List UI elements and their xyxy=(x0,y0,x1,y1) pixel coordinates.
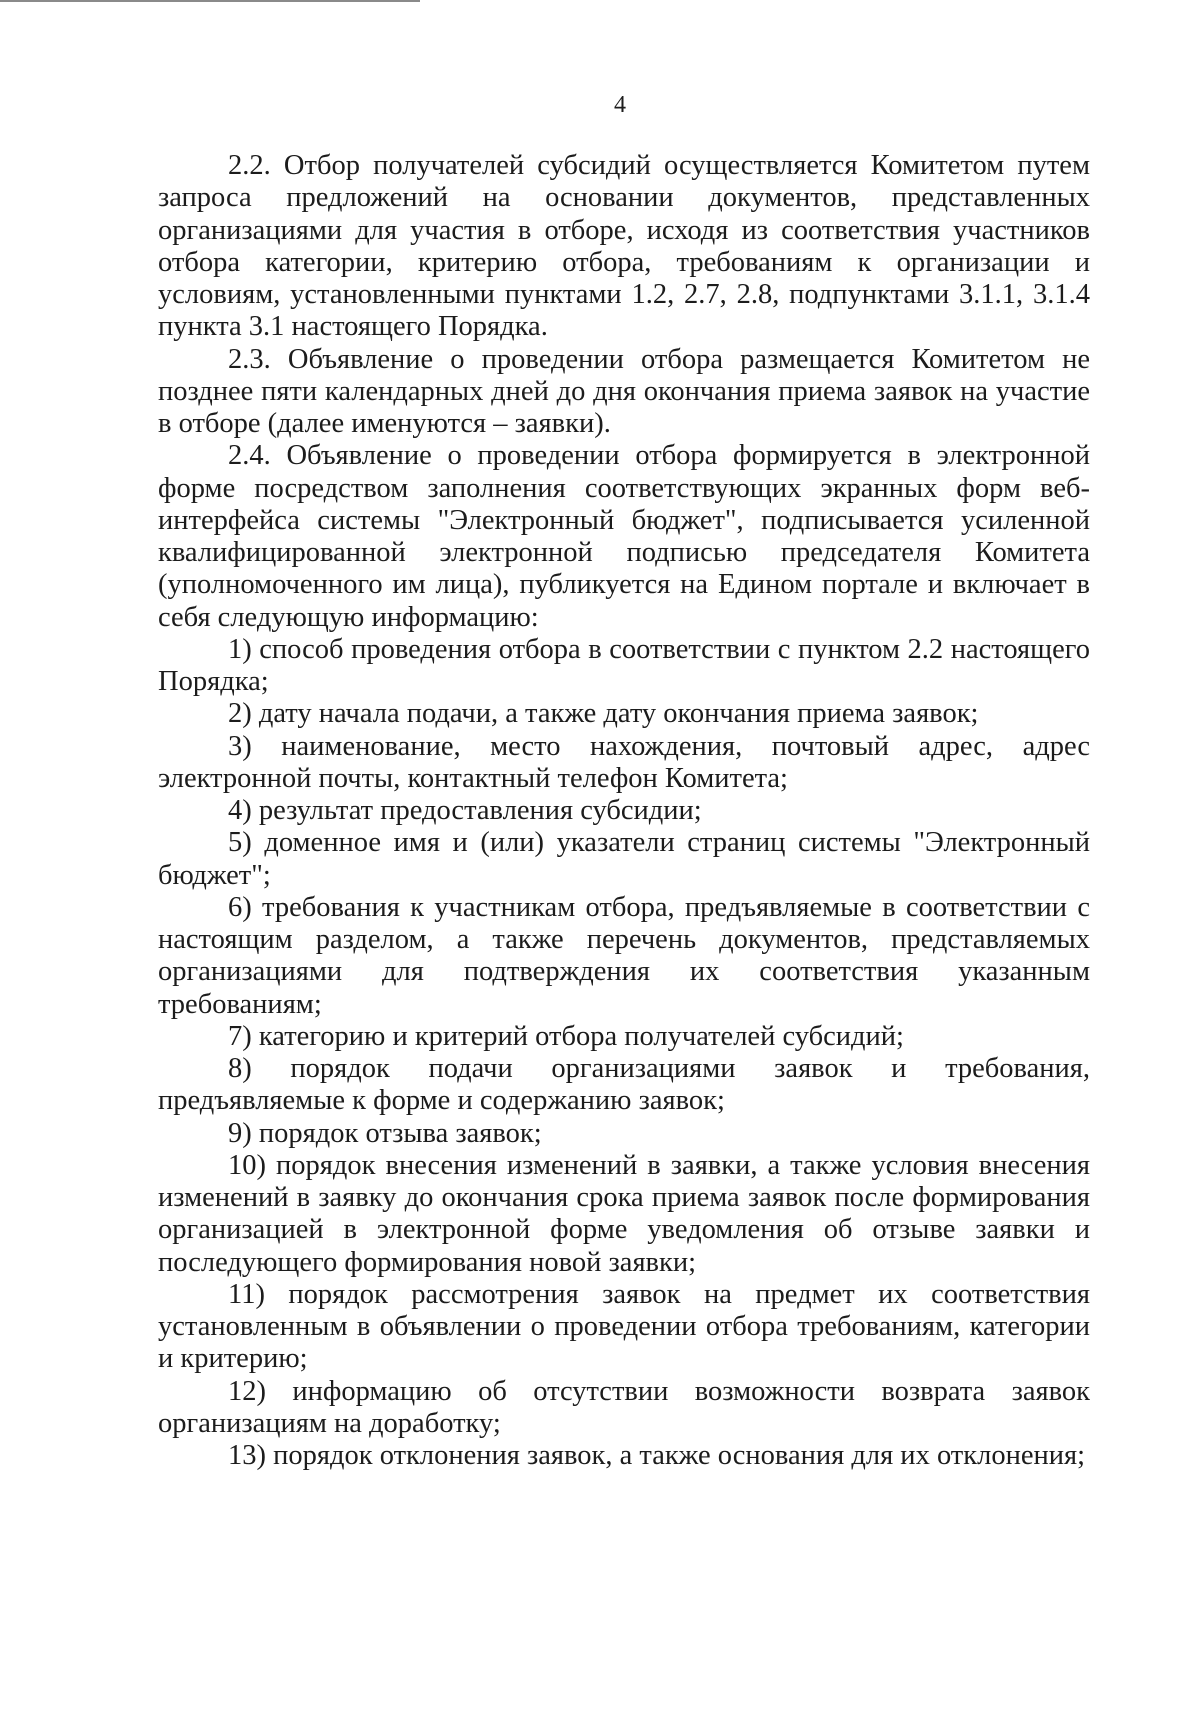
list-item-13: 13) порядок отклонения заявок, а также основания для их отклонения; xyxy=(228,1440,1086,1471)
document-body xyxy=(158,150,1090,1472)
list-item-8: 8) порядок подачи организациями заявок и требования, предъявляемые к форме и содержанию заявок; xyxy=(158,1053,1090,1117)
page-number: 4 xyxy=(614,92,626,118)
list-item-5: 5) доменное имя и (или) указатели страниц системы "Электронный бюджет"; xyxy=(158,827,1090,891)
list-item-2: 2) дату начала подачи, а также дату окончания приема заявок; xyxy=(228,698,979,730)
list-item-12: 12) информацию об отсутствии возможности возврата заявок организациям на доработку; xyxy=(158,1375,1090,1439)
list-item-1: 1) способ проведения отбора в соответствии с пунктом 2.2 настоящего Порядка; xyxy=(158,633,1090,697)
paragraph-2-2: 2.2. Отбор получателей субсидий осуществляется Комитетом путем запроса предложений на основании документов, представленных организациями для участия в отборе, исходя из соответствия участников отбора категории, критерию отбора, требованиям к организации и условиям, установленными пунктами 1.2, 2.7, 2.8, подпунктами 3.1.1, 3.1.4 пункта 3.1 настоящего Порядка. xyxy=(158,150,1090,343)
list-item-4: 4) результат предоставления субсидии; xyxy=(228,795,702,826)
list-item-6: 6) требования к участникам отбора, предъявляемые в соответствии с настоящим разделом, а также перечень документов, представляемых организациями для подтверждения их соответствия указанным требованиям; xyxy=(158,891,1090,1020)
list-item-3: 3) наименование, место нахождения, почтовый адрес, адрес электронной почты, контактный телефон Комитета; xyxy=(158,730,1090,794)
list-item-9: 9) порядок отзыва заявок; xyxy=(228,1117,542,1149)
list-item-11: 11) порядок рассмотрения заявок на предмет их соответствия установленным в объявлении о проведении отбора требованиям, категории и критерию; xyxy=(158,1278,1090,1375)
paragraph-2-3: 2.3. Объявление о проведении отбора размещается Комитетом не позднее пяти календарных дней до дня окончания приема заявок на участие в отборе (далее именуются – заявки). xyxy=(158,343,1090,439)
scan-edge-line xyxy=(0,0,420,2)
list-item-7: 7) категорию и критерий отбора получателей субсидий; xyxy=(228,1020,904,1052)
list-item-10: 10) порядок внесения изменений в заявки, а также условия внесения изменений в заявку до окончания срока приема заявок после формирования организацией в электронной форме уведомления об отзыве заявки и последующего формирования новой заявки; xyxy=(158,1149,1090,1278)
paragraph-2-4: 2.4. Объявление о проведении отбора формируется в электронной форме посредством заполнения соответствующих экранных форм веб-интерфейса системы "Электронный бюджет", подписывается усиленной квалифицированной электронной подписью председателя Комитета (уполномоченного им лица), публикуется на Едином портале и включает в себя следующую информацию: xyxy=(158,440,1090,633)
